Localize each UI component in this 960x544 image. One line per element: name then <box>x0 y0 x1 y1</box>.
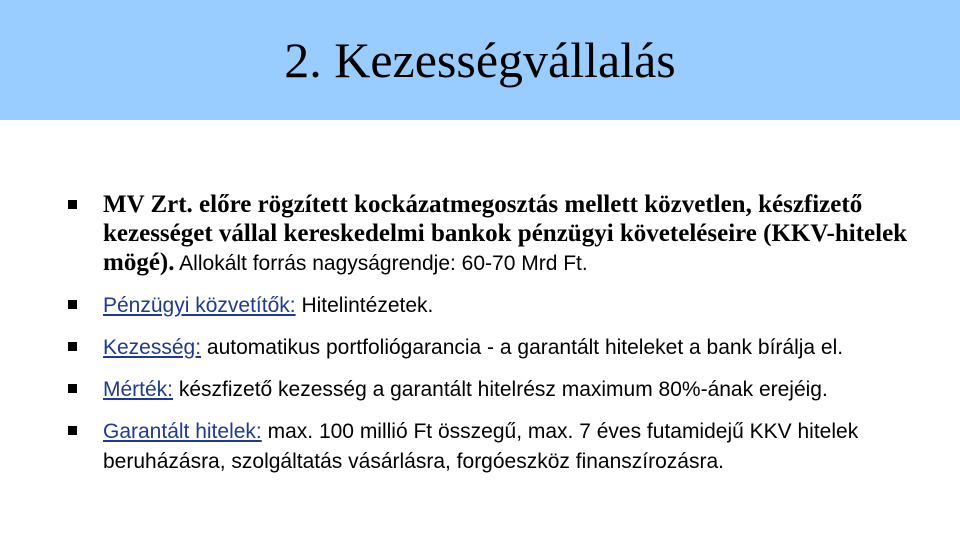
bullet-label: Mérték: <box>103 378 174 401</box>
square-bullet-icon <box>68 300 77 309</box>
bullet-label: Garantált hitelek: <box>103 420 262 443</box>
bullet-text: Allokált forrás nagyságrendje: 60-70 Mrd Ft. <box>174 252 588 275</box>
bullet-text: készfizető kezesség a garantált hitelrész maximum 80%-ának erejéig. <box>173 378 828 401</box>
square-bullet-icon <box>68 426 77 435</box>
bullet-text: Hitelintézetek. <box>295 294 434 317</box>
bullet-item-mv-zrt <box>66 190 926 278</box>
bullet-text: automatikus portfoliógarancia - a garantált hiteleket a bank bírálja el. <box>201 336 844 359</box>
bullet-text: max. 100 millió Ft összegű, max. 7 éves futamidejű KKV hitelek beruházásra, szolgáltatás vásárlásra, forgóeszköz finanszírozásra. <box>103 420 859 473</box>
bullet-label: Kezesség: <box>103 336 202 359</box>
bullet-item-kezesseg <box>66 332 926 362</box>
bullet-list <box>66 190 926 476</box>
bullet-item-penzugyi-kozvetitok <box>66 290 926 320</box>
square-bullet-icon <box>68 342 77 351</box>
bullet-label: Pénzügyi közvetítők: <box>103 294 296 317</box>
bullet-bold-text: MV Zrt. előre rögzített kockázatmegosztás mellett közvetlen, készfizető kezességet vállal kereskedelmi bankok pénzügyi követeléseire (KKV-hitelek mögé). <box>103 191 908 276</box>
slide-title: 2. Kezességvállalás <box>284 32 676 88</box>
square-bullet-icon <box>68 200 77 209</box>
square-bullet-icon <box>68 384 77 393</box>
bullet-item-mertek <box>66 374 926 404</box>
bullet-item-garantalt-hitelek <box>66 416 926 476</box>
